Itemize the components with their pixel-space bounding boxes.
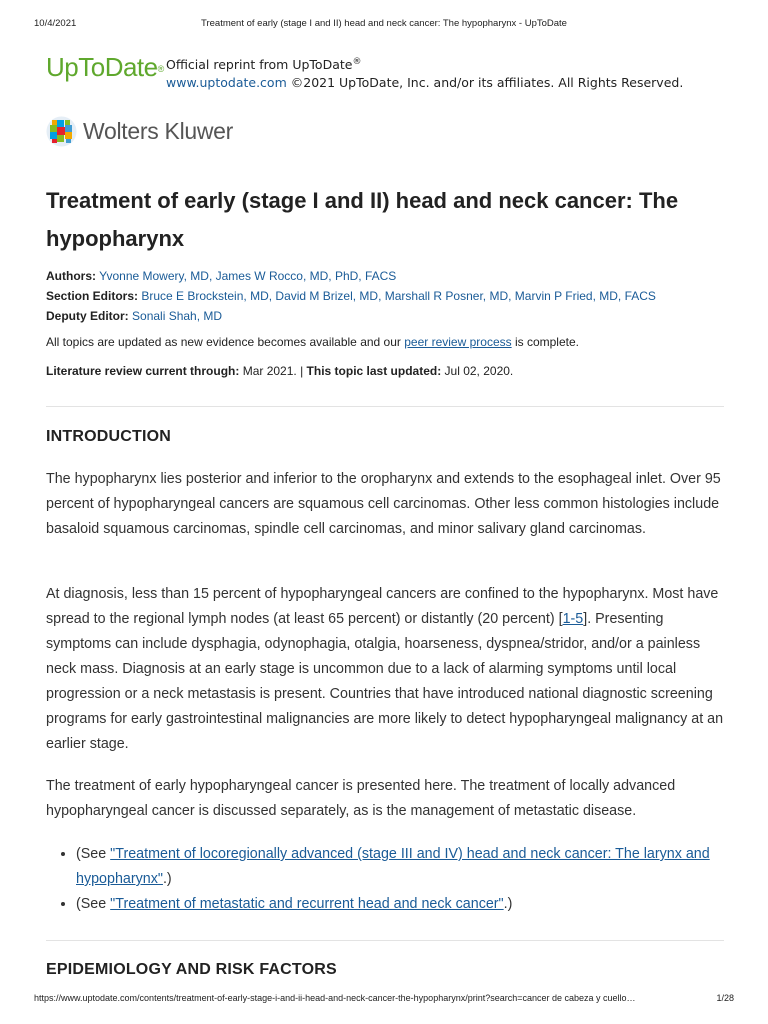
section-editors-row: Section Editors: Bruce E Brockstein, MD, David M Brizel, MD, Marshall R Posner, MD, Marvin P Fried, MD, FACS (46, 289, 656, 303)
intro-paragraph-2: At diagnosis, less than 15 percent of hypopharyngeal cancers are confined to the hypopharynx. Most have spread to the regional lymph nodes (at least 65 percent) or distantly (20 percent) [1-5]. Presenting symptoms can include dysphagia, odynophagia, otalgia, hoarseness, dyspnea/stridor, and/or a painless neck mass. Diagnosis at an early stage is uncommon due to a lack of alarming symptoms until local progression or a neck metastasis is present. Countries that have introduced national diagnostic screening programs for early gastrointestinal malignancies are more likely to detect hypopharyngeal malignancy at an earlier stage. (46, 586, 724, 752)
list-item: • (See "Treatment of metastatic and recurrent head and neck cancer".) (76, 892, 724, 917)
article-metadata (46, 266, 728, 326)
divider (46, 406, 724, 407)
deputy-editor-link[interactable]: Sonali Shah, MD (132, 309, 223, 323)
peer-review-link[interactable]: peer review process (404, 335, 512, 349)
epidemiology-heading: EPIDEMIOLOGY AND RISK FACTORS (46, 961, 337, 978)
see-also-list (46, 842, 724, 917)
see-also-link-locoregional[interactable]: "Treatment of locoregionally advanced (stage III and IV) head and neck cancer: The larynx and hypopharynx" (76, 846, 710, 887)
reference-link[interactable]: 1-5 (562, 611, 584, 627)
reprint-line: Official reprint from UpToDate (166, 57, 353, 73)
copyright-text: ©2021 UpToDate, Inc. and/or its affiliates. All Rights Reserved. (290, 75, 684, 91)
authors-links[interactable]: Yvonne Mowery, MD, James W Rocco, MD, PhD, FACS (99, 269, 397, 283)
print-date: 10/4/2021 (34, 18, 77, 29)
see-also-link-metastatic[interactable]: "Treatment of metastatic and recurrent head and neck cancer" (110, 896, 504, 912)
print-header (34, 18, 734, 32)
reprint-notice: Official reprint from UpToDate® www.uptodate.com ©2021 UpToDate, Inc. and/or its affiliates. All Rights Reserved. (166, 57, 684, 91)
uptodate-logo: UpToDate® (46, 52, 164, 82)
wolters-kluwer-wordmark: Wolters Kluwer (83, 118, 234, 144)
article-title: Treatment of early (stage I and II) head and neck cancer: The hypopharynx (46, 188, 679, 251)
print-url: https://www.uptodate.com/contents/treatment-of-early-stage-i-and-ii-head-and-neck-cancer-the-hypopharynx/print?search=cancer de cabeza y cuello… (34, 993, 636, 1003)
divider (46, 940, 724, 941)
page-number: 1/28 (716, 993, 734, 1003)
section-editors-links[interactable]: Bruce E Brockstein, MD, David M Brizel, MD, Marshall R Posner, MD, Marvin P Fried, MD, FACS (141, 289, 656, 303)
deputy-editor-row: Deputy Editor: Sonali Shah, MD (46, 309, 223, 323)
authors-row: Authors: Yvonne Mowery, MD, James W Rocco, MD, PhD, FACS (46, 269, 397, 283)
intro-paragraph-1: The hypopharynx lies posterior and inferior to the oropharynx and extends to the esophageal inlet. Over 95 percent of hypopharyngeal cancers are squamous cell carcinomas. Other less common histologies include basaloid squamous carcinomas, spindle cell carcinomas, and minor salivary gland carcinomas. (46, 471, 721, 537)
reprint-banner (46, 52, 722, 92)
wolters-kluwer-logo-icon (46, 116, 77, 147)
update-note: All topics are updated as new evidence becomes available and our peer review process is complete. (46, 335, 579, 349)
uptodate-site-link[interactable]: www.uptodate.com (166, 75, 287, 91)
list-item: • (See "Treatment of locoregionally advanced (stage III and IV) head and neck cancer: The larynx and hypopharynx".) (76, 842, 724, 892)
print-footer (34, 993, 734, 1007)
review-status: Literature review current through: Mar 2021. | This topic last updated: Jul 02, 2020. (46, 364, 514, 378)
introduction-heading: INTRODUCTION (46, 428, 172, 445)
print-page-title: Treatment of early (stage I and II) head and neck cancer: The hypopharynx - UpToDate (201, 18, 567, 29)
intro-paragraph-3: The treatment of early hypopharyngeal cancer is presented here. The treatment of locally advanced hypopharyngeal cancer is discussed separately, as is the management of metastatic disease. (46, 778, 676, 819)
